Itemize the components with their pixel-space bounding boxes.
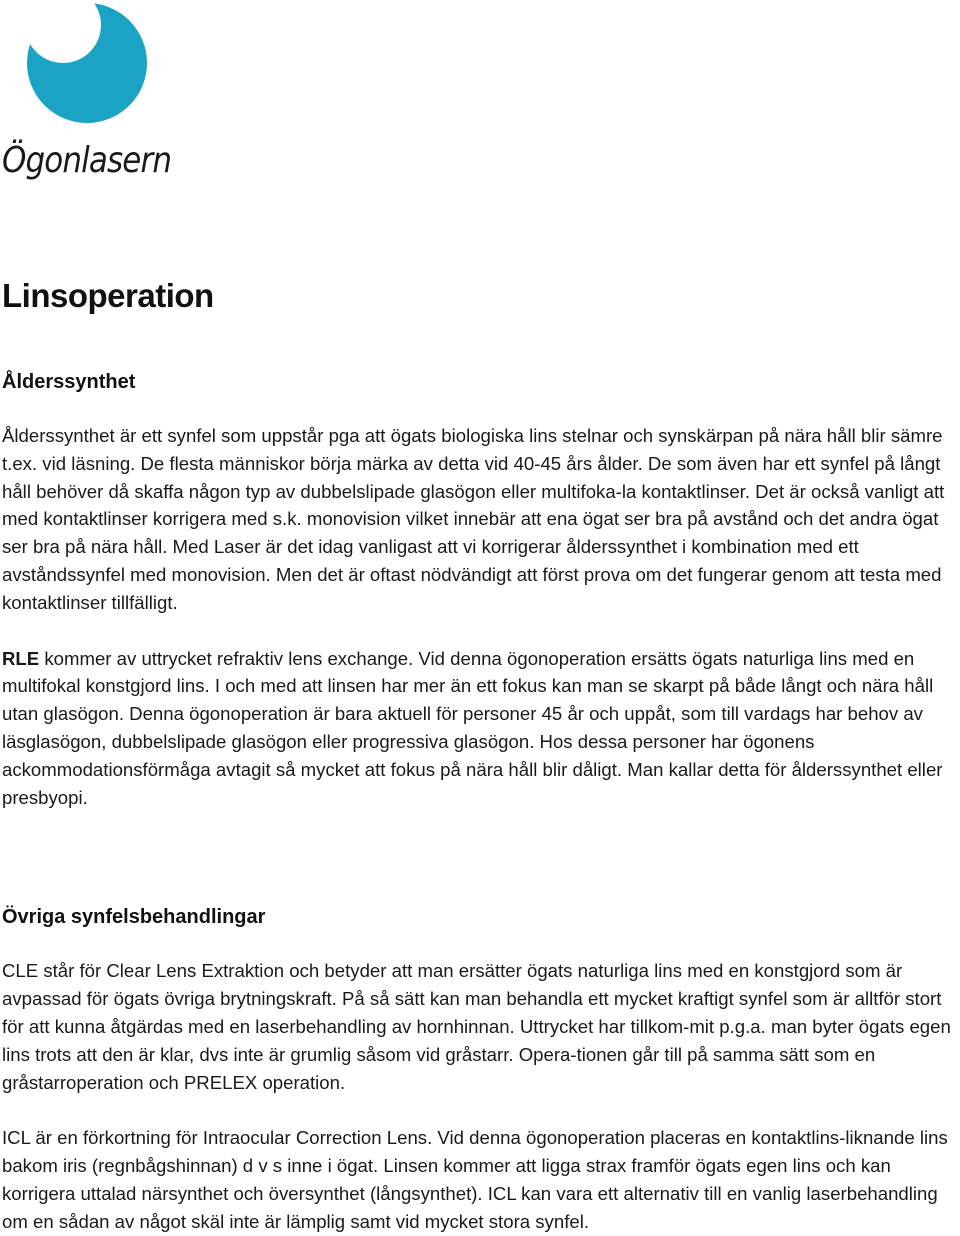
ogonlasern-logo xyxy=(0,0,200,190)
section-heading-ovriga: Övriga synfelsbehandlingar xyxy=(2,906,266,929)
paragraph-alderssynthet: Ålderssynthet är ett synfel som uppstår pga att ögats biologiska lins stelnar och synskärpan på nära håll blir sämre t.ex. vid läsning. De flesta människor börja märka av detta vid 40-45 års ålder. De som även har ett synfel på långt håll behöver då skaffa någon typ av dubbelslipade glasögon eller multifoka-la kontaktlinser. Det är också vanligt att med kontaktlinser korrigera med s.k. monovision vilket innebär att ena ögat ser bra på avstånd och det andra ögat ser bra på nära håll. Med Laser är det idag vanligast att vi korrigerar ålderssynthet i kombination med ett avståndssynfel med monovision. Men det är oftast nödvändigt att först prova om det fungerar genom att testa med kontaktlinser tillfälligt. xyxy=(2,425,945,613)
rle-abbreviation: RLE xyxy=(2,647,40,669)
page-title: Linsoperation xyxy=(2,277,214,314)
rle-text: kommer av uttrycket refraktiv lens exchange. Vid denna ögonoperation ersätts ögats naturliga lins med en multifokal konstgjord lins. I och med att linsen har mer än ett fokus kan man se skarpt på både långt och nära håll utan glasögon. Denna ögonoperation är bara aktuell för personer 45 år och uppåt, som till vardags har behov av läsglasögon, dubbelslipade glasögon eller progressiva glasögon. Hos dessa personer har ögonens ackommodationsförmåga avtagit så mycket att fokus på nära håll blir dåligt. Man kallar detta för ålderssynthet eller presbyopi. xyxy=(2,647,943,808)
document-body xyxy=(2,270,958,1236)
section-heading-alderssynthet: Ålderssynthet xyxy=(2,371,136,393)
paragraph-icl: ICL är en förkortning för Intraocular Correction Lens. Vid denna ögonoperation placeras en kontaktlins-liknande lins bakom iris (regnbågshinnan) d v s inne i ögat. Linsen kommer att ligga strax framför ögats egen lins och kan korrigera uttalad närsynthet och översynthet (långsynthet). ICL kan vara ett alternativ till en vanlig laserbehandling om en sådan av något skäl inte är lämplig samt vid mycket stora synfel. xyxy=(2,1127,948,1232)
logo-circle-icon xyxy=(0,0,200,140)
paragraph-rle xyxy=(2,645,958,812)
logo-wordmark: Ögonlasern xyxy=(2,140,172,181)
paragraph-cle: CLE står för Clear Lens Extraktion och betyder att man ersätter ögats naturliga lins med en konstgjord som är avpassad för ögats övriga brytningskraft. På så sätt kan man behandla ett mycket kraftigt synfel som är alltför stort för att kunna åtgärdas med en laserbehandling av hornhinnan. Uttrycket har tillkom-mit p.g.a. man byter ögats egen lins trots att den är klar, dvs inte är grumlig såsom vid gråstarr. Opera-tionen går till på samma sätt som en gråstarroperation och PRELEX operation. xyxy=(2,960,951,1093)
